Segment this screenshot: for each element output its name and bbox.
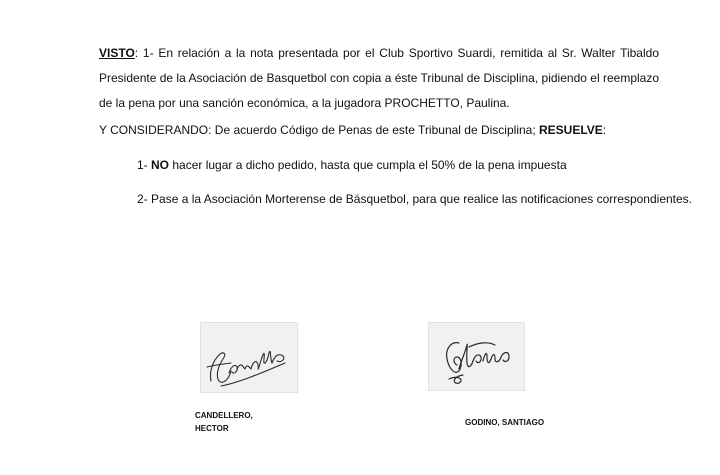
visto-text: : 1- En relación a la nota presentada por el Club Sportivo Suardi, remitida al Sr. Walter Tibaldo Presidente de la Asociación de Basquetbol con copia a éste Tribunal de Disciplina, pidiendo el reemplazo de la pena por una sanción económica, a la jugadora PROCHETTO, Paulina. [99, 46, 659, 110]
considerando-paragraph [99, 122, 669, 138]
signer-name-candellero [195, 409, 275, 435]
item-number: 1- [137, 158, 152, 172]
item-number: 2- [137, 192, 152, 206]
considerando-suffix: : [602, 123, 607, 137]
signer-name-godino [465, 416, 575, 429]
resolution-item-2 [137, 191, 697, 207]
resolution-item-1 [137, 157, 697, 173]
signature-godino [428, 322, 525, 391]
item-text: hacer lugar a dicho pedido, hasta que cumpla el 50% de la pena impuesta [169, 158, 567, 172]
signature-candellero-scribble [201, 323, 297, 392]
signature-godino-scribble [429, 323, 524, 390]
item-text: Pase a la Asociación Morterense de Básquetbol, para que realice las notificaciones correspondientes. [151, 192, 693, 206]
signature-candellero [200, 322, 298, 393]
considerando-text: Y CONSIDERANDO: De acuerdo Código de Penas de este Tribunal de Disciplina; [99, 123, 539, 137]
signer-name-line1: CANDELLERO, [195, 411, 253, 420]
visto-paragraph [99, 41, 659, 116]
resuelve-keyword: RESUELVE [539, 123, 603, 137]
signer-name-line1: GODINO, SANTIAGO [465, 418, 545, 427]
signer-name-line2: HECTOR [195, 424, 229, 433]
visto-keyword: VISTO [99, 46, 135, 60]
item-bold: NO [151, 158, 170, 172]
